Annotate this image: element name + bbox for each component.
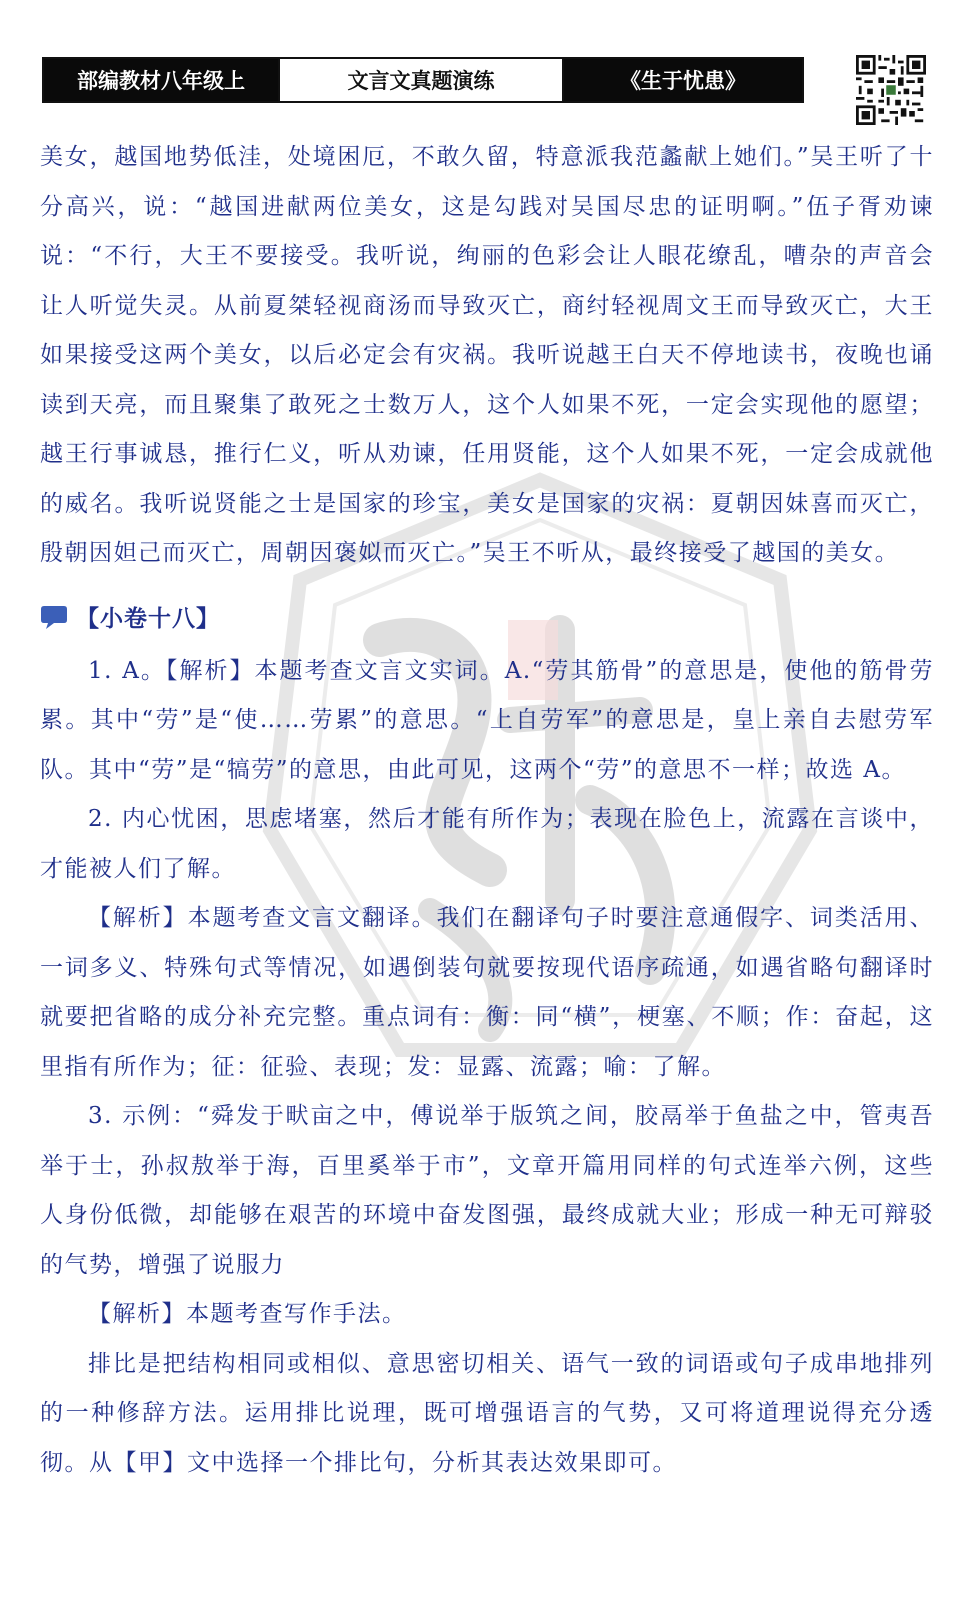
page-header [42,57,804,103]
answer-item-3-explanation: 排比是把结构相同或相似、意思密切相关、语气一致的词语或句子成串地排列的一种修辞方法。运用排比说理，既可增强语言的气势，又可将道理说得充分透彻。从【甲】文中选择一个排比句，分析其表达效果即可。 [40,1350,934,1476]
answer-item-3-analysis: 【解析】本题考查写作手法。 [88,1301,407,1327]
header-lesson: 《生于忧患》 [564,59,802,101]
answer-item-3: 3. 示例：“舜发于畎亩之中，傅说举于版筑之间，胶鬲举于鱼盐之中，管夷吾举于士，孙叔敖举于海，百里奚举于市”，文章开篇用同样的句式连举六例，这些人身份低微，却能够在艰苦的环境中奋发图强，最终成就大业；形成一种无可辩驳的气势，增强了说服力 [40,1103,934,1278]
header-grade-label: 部编教材八年级上 [44,59,278,101]
bookmark-flag-icon [40,602,70,632]
document-body [40,133,934,1488]
header-title: 文言文真题演练 [278,59,564,101]
translation-paragraph: 美女，越国地势低洼，处境困厄，不敢久留，特意派我范蠡献上她们。”吴王听了十分高兴，说：“越国进献两位美女，这是勾践对吴国尽忠的证明啊。”伍子胥劝谏说：“不行，大王不要接受。我听说，绚丽的色彩会让人眼花缭乱，嘈杂的声音会让人听觉失灵。从前夏桀轻视商汤而导致灭亡，商纣轻视周文王而导致灭亡，大王如果接受这两个美女，以后必定会有灾祸。我听说越王白天不停地读书，夜晚也诵读到天亮，而且聚集了敢死之士数万人，这个人如果不死，一定会实现他的愿望；越王行事诚恳，推行仁义，听从劝谏，任用贤能，这个人如果不死，一定会成就他的威名。我听说贤能之士是国家的珍宝，美女是国家的灾祸：夏朝因妹喜而灭亡，殷朝因妲己而灭亡，周朝因褒姒而灭亡。”吴王不听从，最终接受了越国的美女。 [40,144,934,566]
answer-item-2: 2. 内心忧困，思虑堵塞，然后才能有所作为；表现在脸色上，流露在言谈中，才能被人们了解。 [40,806,934,882]
answer-item-2-analysis: 【解析】本题考查文言文翻译。我们在翻译句子时要注意通假字、词类活用、一词多义、特殊句式等情况，如遇倒装句就要按现代语序疏通，如遇省略句翻译时就要把省略的成分补充完整。重点词有：衡：同“横”，梗塞、不顺；作：奋起，这里指有所作为；征：征验、表现；发：显露、流露；喻：了解。 [40,905,934,1080]
qr-code-icon [856,55,926,125]
section-title: 【小卷十八】 [76,606,220,632]
answer-item-1: 1. A。【解析】本题考查文言文实词。A.“劳其筋骨”的意思是，使他的筋骨劳累。其中“劳”是“使……劳累”的意思。“上自劳军”的意思是，皇上亲自去慰劳军队。其中“劳”是“犒劳”的意思，由此可见，这两个“劳”的意思不一样；故选 A。 [40,657,934,783]
section-header [40,593,934,641]
